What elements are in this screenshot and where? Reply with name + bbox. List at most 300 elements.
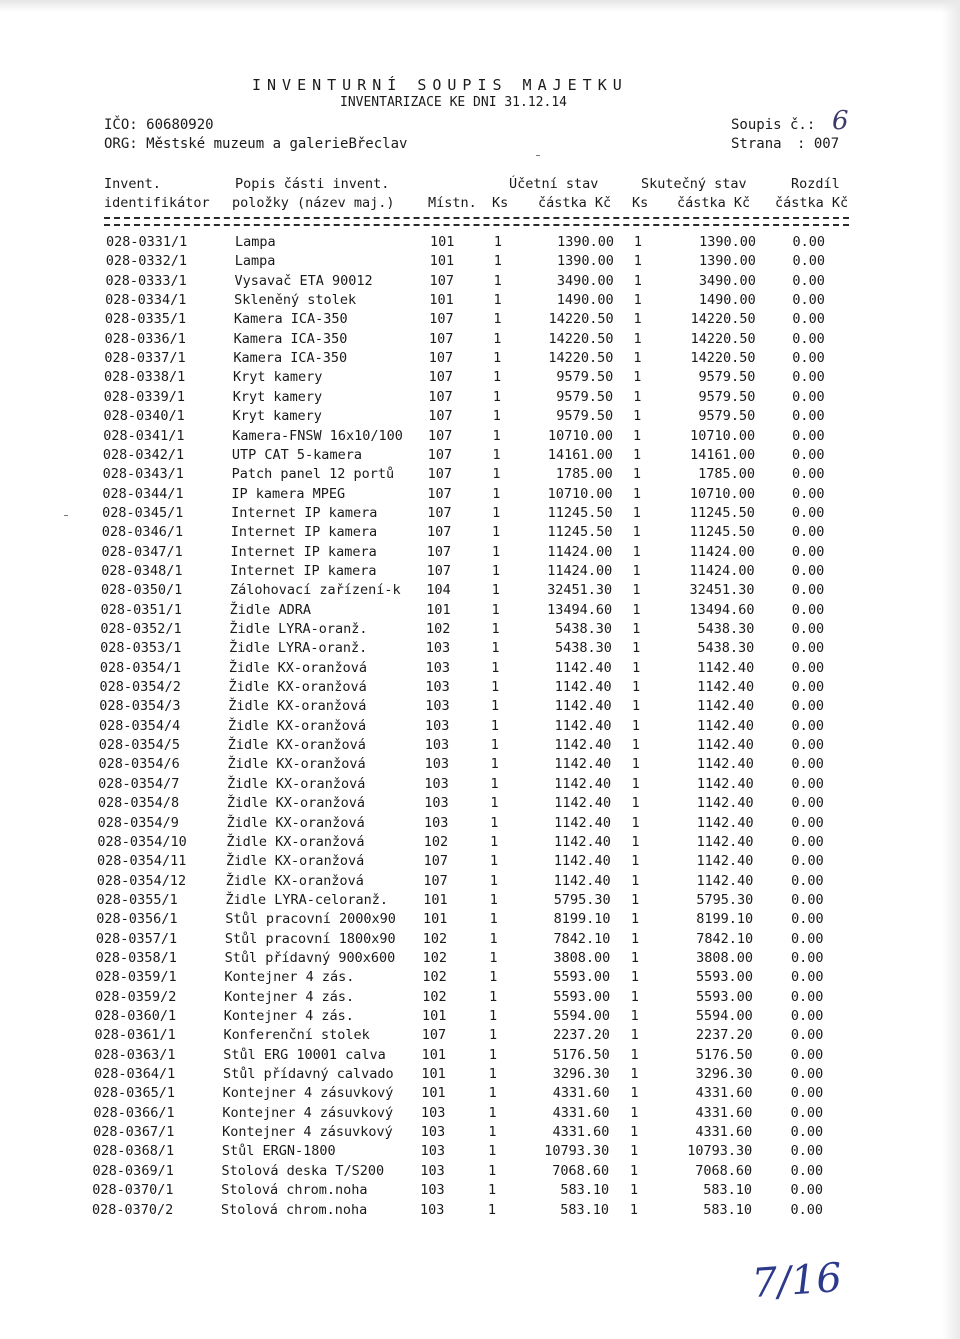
- table-row: [0, 698, 960, 717]
- cell-invent-id: 028-0338/1: [104, 369, 186, 386]
- cell-skutecny-castka: 11245.50: [689, 524, 755, 541]
- cell-skutecny-castka: 4331.60: [695, 1085, 753, 1102]
- cell-ucetni-castka: 1142.40: [554, 679, 612, 696]
- cell-skutecny-ks: 1: [630, 1085, 639, 1102]
- cell-rozdil: 0.00: [790, 1143, 824, 1160]
- cell-skutecny-castka: 5593.00: [696, 969, 753, 986]
- cell-description: Lampa: [235, 234, 276, 250]
- table-row: [0, 931, 960, 950]
- cell-skutecny-ks: 1: [633, 330, 642, 347]
- table-row: [0, 428, 960, 447]
- cell-skutecny-ks: 1: [633, 350, 642, 367]
- cell-description: Židle KX-oranžová: [227, 775, 366, 792]
- table-row: [0, 756, 960, 775]
- cell-ucetni-ks: 1: [492, 446, 501, 463]
- cell-rozdil: 0.00: [790, 1008, 824, 1024]
- cell-rozdil: 0.00: [790, 1066, 824, 1083]
- cell-skutecny-castka: 13494.60: [689, 601, 755, 618]
- cell-invent-id: 028-0354/6: [98, 756, 180, 773]
- cell-room: 101: [423, 891, 448, 908]
- cell-skutecny-castka: 1390.00: [699, 253, 756, 270]
- cell-skutecny-ks: 1: [631, 717, 640, 734]
- col-rozdil-castka: částka Kč: [775, 195, 849, 211]
- cell-skutecny-ks: 1: [631, 756, 640, 773]
- cell-description: Kamera ICA-350: [233, 330, 348, 347]
- cell-skutecny-ks: 1: [631, 775, 640, 792]
- cell-description: Židle KX-oranžová: [227, 737, 366, 754]
- cell-room: 101: [421, 1085, 446, 1102]
- cell-invent-id: 028-0363/1: [94, 1046, 176, 1063]
- cell-skutecny-castka: 2237.20: [695, 1027, 753, 1044]
- cell-ucetni-ks: 1: [489, 1008, 498, 1024]
- cell-rozdil: 0.00: [790, 1182, 824, 1199]
- cell-ucetni-ks: 1: [488, 1027, 498, 1044]
- cell-skutecny-castka: 1142.40: [696, 833, 754, 850]
- cell-description: Kontejner 4 zásuvkový: [222, 1104, 394, 1121]
- cell-description: Židle KX-oranžová: [228, 717, 367, 734]
- cell-ucetni-ks: 1: [490, 795, 499, 812]
- cell-ucetni-ks: 1: [489, 891, 498, 908]
- cell-ucetni-ks: 1: [487, 1201, 496, 1218]
- cell-rozdil: 0.00: [791, 795, 824, 812]
- cell-skutecny-castka: 1490.00: [698, 292, 756, 309]
- cell-description: Kamera-FNSW 16x10/100: [232, 427, 403, 444]
- cell-skutecny-ks: 1: [631, 833, 640, 850]
- cell-invent-id: 028-0370/1: [92, 1182, 174, 1199]
- strana-value: : 007: [797, 136, 840, 152]
- cell-skutecny-ks: 1: [631, 872, 640, 889]
- cell-rozdil: 0.00: [792, 272, 825, 289]
- org-label: ORG:: [104, 136, 138, 152]
- cell-skutecny-ks: 1: [630, 1143, 639, 1160]
- cell-skutecny-ks: 1: [632, 582, 641, 599]
- cell-skutecny-castka: 1142.40: [696, 756, 754, 773]
- cell-skutecny-castka: 5176.50: [695, 1046, 753, 1063]
- cell-room: 103: [420, 1182, 445, 1199]
- cell-invent-id: 028-0359/2: [95, 988, 177, 1005]
- scan-speck: [64, 515, 68, 516]
- cell-ucetni-castka: 13494.60: [547, 601, 613, 618]
- cell-skutecny-castka: 1142.40: [697, 717, 754, 734]
- cell-description: Kryt kamery: [232, 408, 322, 425]
- cell-skutecny-ks: 1: [632, 466, 642, 483]
- cell-invent-id: 028-0353/1: [100, 640, 182, 657]
- col-invent-line1: Invent.: [104, 176, 161, 192]
- cell-skutecny-castka: 11245.50: [689, 504, 755, 521]
- cell-room: 107: [428, 408, 453, 425]
- cell-ucetni-ks: 1: [489, 872, 499, 889]
- cell-skutecny-ks: 1: [629, 1201, 638, 1218]
- cell-ucetni-ks: 1: [490, 737, 499, 754]
- cell-skutecny-ks: 1: [631, 891, 640, 908]
- cell-ucetni-castka: 3296.30: [552, 1066, 610, 1083]
- cell-ucetni-castka: 8199.10: [553, 911, 611, 928]
- cell-room: 107: [426, 543, 452, 560]
- cell-room: 101: [421, 1066, 446, 1083]
- cell-description: Stůl ERGN-1800: [221, 1143, 336, 1160]
- table-row: [0, 369, 960, 388]
- cell-description: Internet IP kamera: [230, 543, 377, 560]
- cell-ucetni-castka: 5176.50: [552, 1046, 610, 1063]
- cell-description: Lampa: [234, 253, 276, 270]
- cell-skutecny-castka: 1142.40: [696, 795, 754, 812]
- cell-skutecny-castka: 583.10: [703, 1201, 752, 1218]
- cell-invent-id: 028-0335/1: [104, 311, 187, 328]
- cell-ucetni-castka: 583.10: [560, 1201, 609, 1218]
- cell-invent-id: 028-0347/1: [101, 543, 183, 560]
- cell-ucetni-castka: 9579.50: [556, 369, 614, 386]
- cell-invent-id: 028-0346/1: [101, 524, 184, 541]
- cell-ucetni-ks: 1: [492, 504, 501, 521]
- cell-description: Stůl ERG 10001 calva: [223, 1046, 386, 1063]
- cell-skutecny-castka: 1142.40: [696, 775, 754, 792]
- cell-description: Zálohovací zařízení-k: [229, 582, 401, 599]
- cell-room: 107: [427, 446, 453, 463]
- cell-ucetni-ks: 1: [488, 1046, 497, 1063]
- cell-room: 107: [421, 1027, 447, 1044]
- cell-ucetni-castka: 583.10: [560, 1182, 610, 1199]
- cell-ucetni-ks: 1: [492, 466, 501, 483]
- cell-ucetni-castka: 9579.50: [556, 408, 614, 425]
- cell-ucetni-castka: 11424.00: [547, 562, 613, 579]
- cell-rozdil: 0.00: [790, 1046, 824, 1063]
- cell-rozdil: 0.00: [791, 949, 824, 966]
- cell-skutecny-ks: 1: [632, 543, 641, 560]
- table-row: [0, 969, 960, 988]
- cell-description: IP kamera MPEG: [231, 485, 346, 502]
- cell-ucetni-ks: 1: [492, 388, 502, 405]
- cell-ucetni-castka: 1142.40: [554, 659, 612, 676]
- document-subtitle: INVENTARIZACE KE DNI 31.12.14: [340, 95, 567, 110]
- cell-invent-id: 028-0367/1: [93, 1124, 175, 1141]
- cell-room: 107: [429, 330, 454, 347]
- cell-invent-id: 028-0369/1: [92, 1162, 174, 1179]
- cell-description: Kryt kamery: [233, 369, 323, 386]
- cell-skutecny-castka: 8199.10: [696, 911, 754, 928]
- cell-room: 107: [429, 272, 454, 289]
- table-row: [0, 718, 960, 737]
- table-row: [0, 621, 960, 640]
- cell-invent-id: 028-0350/1: [100, 582, 183, 599]
- cell-invent-id: 028-0368/1: [92, 1143, 175, 1160]
- cell-ucetni-ks: 1: [491, 659, 500, 676]
- cell-ucetni-castka: 7068.60: [552, 1162, 610, 1179]
- cell-skutecny-ks: 1: [633, 408, 642, 425]
- table-row: [0, 989, 960, 1008]
- cell-skutecny-castka: 5438.30: [697, 640, 755, 657]
- cell-rozdil: 0.00: [791, 911, 824, 928]
- cell-ucetni-castka: 3490.00: [556, 272, 614, 289]
- cell-invent-id: 028-0340/1: [103, 408, 185, 425]
- cell-rozdil: 0.00: [792, 466, 825, 483]
- cell-description: Stůl pracovní 2000x90: [225, 911, 396, 928]
- cell-skutecny-ks: 1: [631, 911, 640, 928]
- cell-rozdil: 0.00: [791, 640, 825, 657]
- cell-invent-id: 028-0343/1: [102, 466, 184, 483]
- cell-ucetni-ks: 1: [488, 1085, 497, 1102]
- cell-skutecny-castka: 1142.40: [696, 872, 754, 889]
- cell-invent-id: 028-0354/1: [99, 659, 182, 676]
- cell-ucetni-ks: 1: [493, 369, 502, 386]
- cell-ucetni-ks: 1: [493, 253, 502, 270]
- cell-skutecny-castka: 10710.00: [689, 485, 755, 502]
- cell-skutecny-ks: 1: [630, 1066, 639, 1083]
- cell-description: Kryt kamery: [232, 388, 323, 405]
- table-row: [0, 273, 960, 292]
- cell-skutecny-ks: 1: [630, 949, 640, 966]
- cell-rozdil: 0.00: [792, 446, 825, 463]
- cell-room: 103: [425, 659, 450, 676]
- cell-skutecny-ks: 1: [631, 853, 640, 870]
- cell-room: 101: [429, 292, 454, 309]
- cell-skutecny-ks: 1: [632, 601, 641, 618]
- cell-description: Židle LYRA-oranž.: [229, 621, 368, 637]
- cell-skutecny-castka: 1142.40: [697, 737, 754, 754]
- cell-room: 101: [422, 1008, 447, 1024]
- cell-skutecny-castka: 11424.00: [689, 562, 755, 579]
- cell-description: Internet IP kamera: [231, 504, 378, 521]
- cell-ucetni-ks: 1: [490, 775, 499, 792]
- cell-invent-id: 028-0354/4: [99, 717, 181, 734]
- cell-skutecny-castka: 1785.00: [698, 466, 756, 483]
- cell-description: Stůl přídavný 900x600: [224, 949, 396, 966]
- cell-ucetni-castka: 1490.00: [556, 292, 614, 309]
- cell-ucetni-castka: 32451.30: [547, 582, 613, 599]
- cell-rozdil: 0.00: [791, 891, 824, 908]
- cell-description: Židle KX-oranžová: [227, 756, 366, 773]
- cell-skutecny-ks: 1: [630, 1008, 639, 1024]
- cell-ucetni-castka: 5593.00: [553, 988, 611, 1005]
- cell-ucetni-ks: 1: [490, 833, 499, 850]
- cell-skutecny-ks: 1: [629, 1182, 639, 1199]
- table-row: [0, 1182, 960, 1201]
- cell-description: Židle LYRA-celoranž.: [225, 891, 389, 908]
- cell-skutecny-castka: 4331.60: [695, 1104, 753, 1121]
- org-line: [104, 136, 407, 152]
- cell-skutecny-ks: 1: [632, 446, 642, 463]
- cell-room: 107: [427, 524, 452, 541]
- table-row: [0, 1202, 960, 1221]
- cell-invent-id: 028-0332/1: [105, 253, 187, 270]
- cell-ucetni-castka: 1142.40: [554, 795, 612, 812]
- cell-invent-id: 028-0348/1: [101, 562, 183, 579]
- cell-ucetni-ks: 1: [493, 272, 502, 289]
- cell-room: 107: [423, 853, 448, 870]
- col-ucetni-castka: částka Kč: [538, 195, 612, 211]
- cell-invent-id: 028-0342/1: [102, 446, 185, 463]
- cell-room: 102: [422, 930, 448, 947]
- cell-description: Stolová chrom.noha: [221, 1182, 368, 1199]
- soupis-label: Soupis č.:: [731, 117, 816, 133]
- cell-skutecny-castka: 9579.50: [698, 408, 756, 425]
- cell-description: Židle KX-oranžová: [228, 679, 367, 696]
- cell-rozdil: 0.00: [790, 988, 824, 1005]
- cell-room: 107: [428, 350, 454, 367]
- table-row: [0, 660, 960, 679]
- cell-rozdil: 0.00: [791, 717, 824, 734]
- cell-ucetni-ks: 1: [491, 640, 500, 657]
- cell-room: 103: [420, 1124, 446, 1141]
- col-rozdil: Rozdíl: [791, 176, 840, 192]
- cell-invent-id: 028-0354/10: [97, 833, 187, 850]
- cell-rozdil: 0.00: [792, 350, 825, 367]
- cell-skutecny-ks: 1: [632, 504, 641, 521]
- table-row: [0, 737, 960, 756]
- cell-rozdil: 0.00: [792, 388, 825, 405]
- cell-ucetni-ks: 1: [491, 601, 500, 618]
- cell-skutecny-ks: 1: [631, 814, 640, 831]
- cell-ucetni-castka: 11245.50: [547, 504, 613, 521]
- table-row: [0, 234, 960, 253]
- cell-rozdil: 0.00: [791, 872, 824, 889]
- cell-description: Kontejner 4 zás.: [224, 988, 355, 1005]
- table-row: [0, 253, 960, 272]
- table-row: [0, 1027, 960, 1046]
- cell-room: 107: [427, 485, 452, 502]
- table-row: [0, 350, 960, 369]
- cell-invent-id: 028-0361/1: [94, 1027, 176, 1044]
- cell-description: Patch panel 12 portů: [231, 466, 395, 483]
- cell-ucetni-castka: 5438.30: [555, 621, 612, 637]
- cell-skutecny-castka: 9579.50: [698, 369, 756, 386]
- table-row: [0, 544, 960, 563]
- table-row: [0, 853, 960, 872]
- cell-rozdil: 0.00: [791, 698, 825, 715]
- cell-description: Židle KX-oranžová: [226, 795, 366, 812]
- cell-ucetni-castka: 14220.50: [548, 350, 614, 367]
- table-row: [0, 1163, 960, 1182]
- cell-skutecny-castka: 1390.00: [699, 234, 756, 250]
- cell-rozdil: 0.00: [792, 427, 825, 444]
- cell-invent-id: 028-0354/12: [96, 872, 187, 889]
- cell-ucetni-ks: 1: [491, 679, 500, 696]
- cell-ucetni-ks: 1: [491, 543, 501, 560]
- cell-rozdil: 0.00: [790, 1104, 824, 1121]
- cell-skutecny-ks: 1: [632, 485, 641, 502]
- cell-ucetni-castka: 2237.20: [552, 1027, 610, 1044]
- cell-ucetni-ks: 1: [488, 1124, 497, 1141]
- cell-skutecny-castka: 1142.40: [696, 853, 754, 870]
- cell-ucetni-castka: 11424.00: [547, 543, 613, 560]
- cell-description: Stůl přídavný calvado: [222, 1066, 394, 1083]
- cell-rozdil: 0.00: [790, 1162, 824, 1179]
- cell-room: 102: [422, 969, 447, 986]
- cell-description: Kontejner 4 zásuvkový: [222, 1085, 394, 1102]
- cell-ucetni-ks: 1: [490, 853, 499, 870]
- cell-rozdil: 0.00: [792, 253, 825, 270]
- cell-ucetni-ks: 1: [487, 1182, 497, 1199]
- cell-room: 104: [426, 582, 451, 599]
- cell-skutecny-castka: 7068.60: [695, 1162, 753, 1179]
- cell-skutecny-castka: 9579.50: [698, 388, 756, 405]
- cell-description: Kontejner 4 zás.: [223, 1008, 354, 1024]
- cell-skutecny-ks: 1: [630, 1046, 639, 1063]
- cell-ucetni-ks: 1: [488, 1066, 497, 1083]
- cell-invent-id: 028-0370/2: [92, 1201, 174, 1218]
- cell-ucetni-castka: 10710.00: [547, 485, 613, 502]
- cell-skutecny-castka: 7842.10: [696, 930, 754, 947]
- table-row: [0, 292, 960, 311]
- cell-rozdil: 0.00: [791, 659, 825, 676]
- cell-invent-id: 028-0355/1: [96, 891, 178, 908]
- cell-skutecny-castka: 583.10: [703, 1182, 753, 1199]
- cell-ucetni-castka: 9579.50: [556, 388, 614, 405]
- cell-rozdil: 0.00: [790, 1201, 823, 1218]
- cell-room: 103: [425, 679, 450, 696]
- cell-skutecny-ks: 1: [630, 1124, 639, 1141]
- cell-skutecny-castka: 11424.00: [689, 543, 755, 560]
- cell-rozdil: 0.00: [790, 1085, 824, 1102]
- cell-description: Židle ADRA: [229, 601, 311, 618]
- col-ucetni-ks: Ks: [492, 195, 509, 211]
- cell-invent-id: 028-0359/1: [95, 969, 177, 986]
- table-row: [0, 679, 960, 698]
- cell-description: Skleněný stolek: [234, 292, 357, 309]
- table-row: [0, 466, 960, 485]
- table-row: [0, 1008, 960, 1027]
- cell-description: Stolová deska T/S200: [221, 1162, 385, 1179]
- cell-skutecny-ks: 1: [630, 930, 640, 947]
- org-value: Městské muzeum a galerieBřeclav: [146, 136, 408, 152]
- table-row: [0, 524, 960, 543]
- cell-invent-id: 028-0354/2: [99, 679, 181, 696]
- table-row: [0, 447, 960, 466]
- cell-skutecny-castka: 1142.40: [697, 698, 755, 715]
- table-row: [0, 408, 960, 427]
- cell-description: Židle KX-oranžová: [228, 698, 367, 715]
- ico-line: [104, 117, 214, 133]
- cell-ucetni-ks: 1: [488, 1143, 497, 1160]
- cell-description: Kamera ICA-350: [233, 311, 348, 328]
- cell-rozdil: 0.00: [791, 601, 825, 618]
- table-row: [0, 1085, 960, 1104]
- cell-rozdil: 0.00: [791, 756, 824, 773]
- cell-ucetni-ks: 1: [488, 1104, 497, 1121]
- cell-room: 107: [428, 388, 453, 405]
- cell-ucetni-ks: 1: [493, 311, 502, 328]
- table-row: [0, 486, 960, 505]
- cell-skutecny-ks: 1: [632, 679, 641, 696]
- cell-room: 107: [428, 369, 453, 386]
- cell-rozdil: 0.00: [791, 775, 824, 792]
- cell-room: 107: [428, 427, 453, 444]
- cell-room: 107: [426, 562, 451, 579]
- cell-invent-id: 028-0364/1: [93, 1066, 176, 1083]
- cell-invent-id: 028-0352/1: [100, 621, 182, 637]
- cell-ucetni-ks: 1: [491, 621, 500, 637]
- col-popis-line2: položky (název maj.): [232, 195, 395, 211]
- cell-skutecny-castka: 10710.00: [690, 427, 756, 444]
- cell-ucetni-ks: 1: [493, 330, 502, 347]
- cell-room: 103: [424, 795, 449, 812]
- table-row: [0, 389, 960, 408]
- cell-skutecny-ks: 1: [633, 388, 642, 405]
- cell-ucetni-castka: 10710.00: [547, 427, 613, 444]
- cell-ucetni-ks: 1: [492, 485, 501, 502]
- cell-skutecny-ks: 1: [630, 988, 639, 1005]
- cell-rozdil: 0.00: [791, 679, 825, 696]
- cell-skutecny-ks: 1: [631, 698, 641, 715]
- cell-description: Kontejner 4 zás.: [224, 969, 355, 986]
- cell-skutecny-castka: 5438.30: [697, 621, 755, 637]
- cell-ucetni-castka: 1142.40: [553, 853, 611, 870]
- cell-invent-id: 028-0356/1: [96, 911, 178, 928]
- cell-rozdil: 0.00: [791, 562, 825, 579]
- cell-invent-id: 028-0357/1: [95, 930, 178, 947]
- document-title: INVENTURNÍ SOUPIS MAJETKU: [252, 76, 628, 94]
- cell-invent-id: 028-0339/1: [103, 388, 186, 405]
- table-row: [0, 776, 960, 795]
